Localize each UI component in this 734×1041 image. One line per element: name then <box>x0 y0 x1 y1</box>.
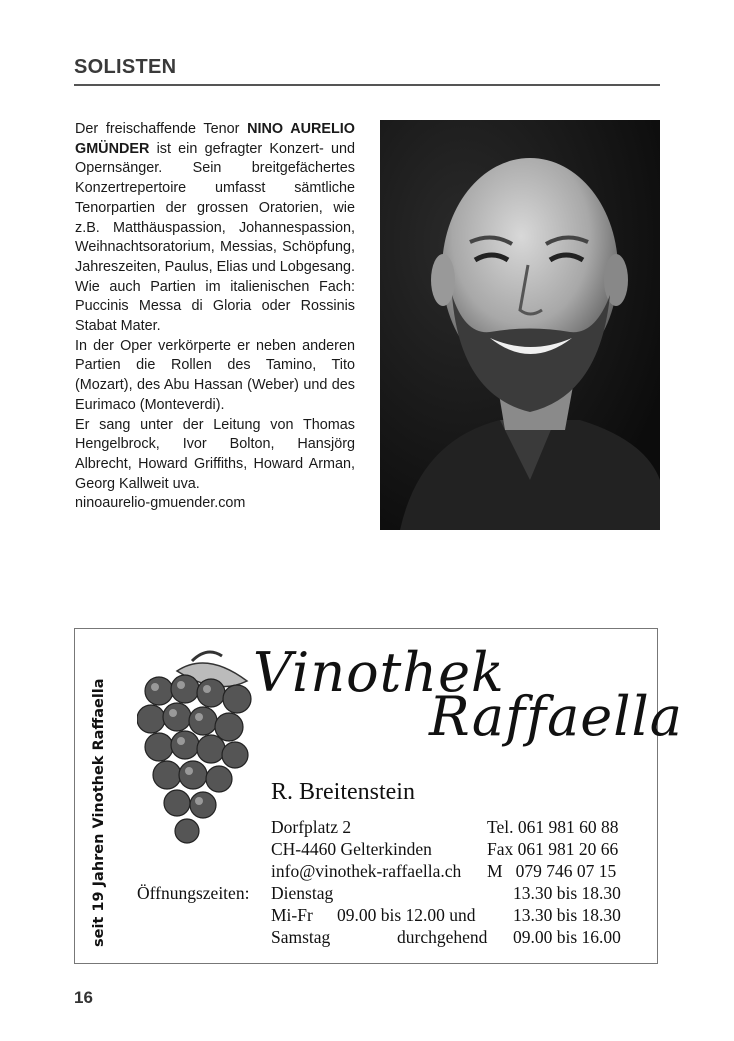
email-address: info@vinothek-raffaella.ch <box>271 861 462 881</box>
brand-word-raffaella: Raffaella <box>429 685 683 748</box>
bio-website: ninoaurelio-gmuender.com <box>75 495 246 512</box>
address-street: Dorfplatz 2 <box>271 817 352 837</box>
brand-word-vinothek: Vinothek <box>253 641 505 704</box>
hours-time-mi-fr-afternoon: 13.30 bis 18.30 <box>513 905 621 925</box>
hours-time-mi-fr-morning: 09.00 bis 12.00 und <box>337 905 476 925</box>
bio-text <box>75 120 355 514</box>
hours-day-mi-fr: Mi-Fr <box>271 905 313 925</box>
ad-side-text: seit 19 Jahren Vinothek Raffaella <box>91 678 107 947</box>
mobile-number: M 079 746 07 15 <box>487 861 617 881</box>
hours-day-tuesday: Dienstag <box>271 883 334 903</box>
bio-paragraph-1: Der freischaffende Tenor NINO AURELIO GMÜNDER ist ein gefragter Konzert- und Opernsänger. Sein breitgefächertes Konzertrepertoire umfasst sämtliche Tenorpartien der grossen Oratorien, wie z.B. Matthäuspassion, Johannespassion, Weihnachtsoratorium, Messias, Schöpfung, Jahreszeiten, Paulus, Elias und Lobgesang. Wie auch Partien im italienischen Fach: Puccinis Messa di Gloria oder Rossinis Stabat Mater. <box>75 121 356 335</box>
singer-name: NINO AURELIO GMÜNDER <box>75 121 355 157</box>
bio-paragraph-2: In der Oper verkörperte er neben anderen Partien die Rollen des Tamino, Tito (Mozart), des Abu Hassan (Weber) und des Eurimaco (Monteverdi). <box>75 337 355 413</box>
hours-label: Öffnungszeiten: <box>137 883 250 903</box>
portrait-illustration <box>380 120 660 530</box>
singer-portrait-photo <box>380 120 660 530</box>
phone-number: Tel. 061 981 60 88 <box>487 817 619 837</box>
hours-day-saturday: Samstag <box>271 927 331 947</box>
address-city: CH-4460 Gelterkinden <box>271 839 432 859</box>
hours-time-tuesday: 13.30 bis 18.30 <box>513 883 621 903</box>
hours-time-saturday: 09.00 bis 16.00 <box>513 927 621 947</box>
heading-rule <box>74 84 660 86</box>
page-number: 16 <box>74 988 93 1007</box>
grape-bunch-icon <box>137 641 257 856</box>
section-heading: SOLISTEN <box>74 56 177 78</box>
brand-logotype <box>253 641 683 748</box>
hours-note-saturday: durchgehend <box>397 927 488 947</box>
owner-name: R. Breitenstein <box>271 779 415 805</box>
vinothek-advertisement <box>74 628 683 964</box>
fax-number: Fax 061 981 20 66 <box>487 839 619 859</box>
bio-paragraph-3: Er sang unter der Leitung von Thomas Hengelbrock, Ivor Bolton, Hansjörg Albrecht, Howard Griffiths, Howard Arman, Georg Kallweit uva. <box>75 416 355 492</box>
